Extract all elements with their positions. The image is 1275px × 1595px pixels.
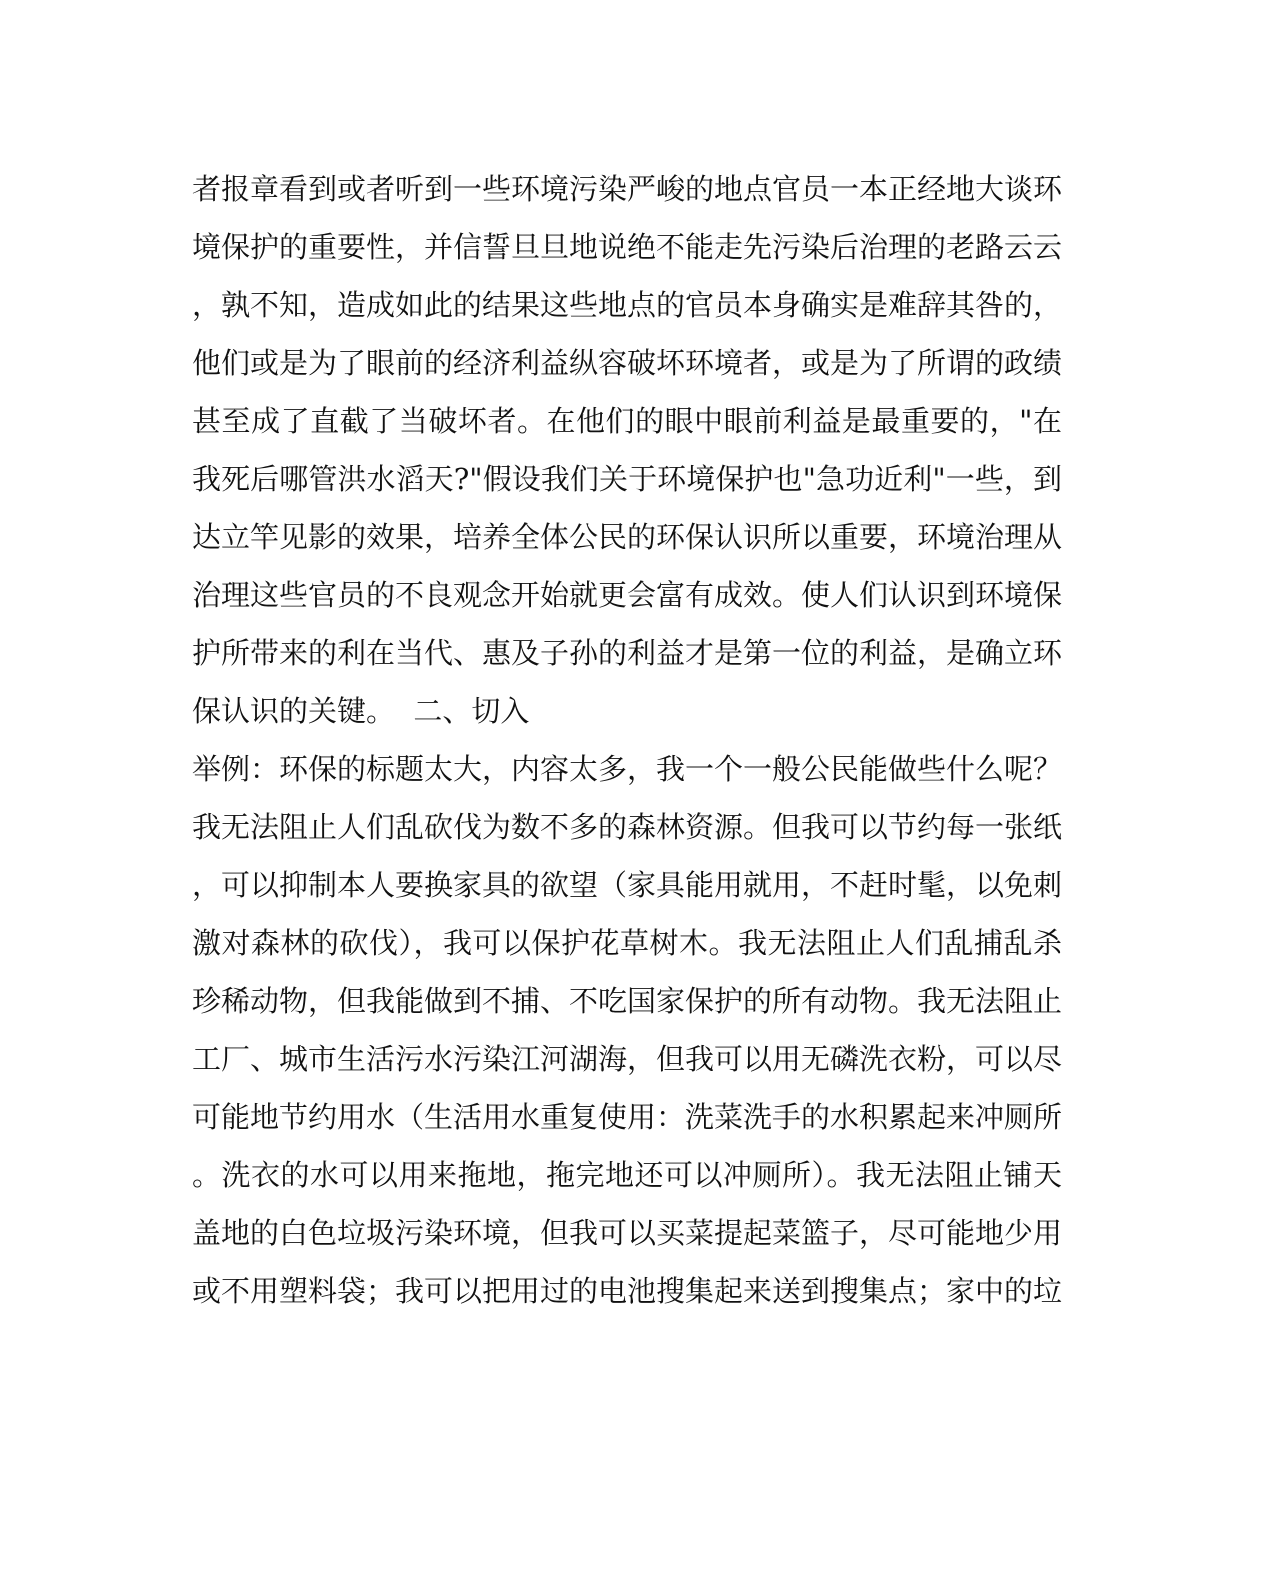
text-line: 保认识的关键。 二、切入: [192, 694, 530, 728]
text-line: 可能地节约用水（生活用水重复使用：洗菜洗手的水积累起来冲厕所: [192, 1100, 1063, 1134]
text-line: 者报章看到或者听到一些环境污染严峻的地点官员一本正经地大谈环: [192, 172, 1063, 206]
text-line: 激对森林的砍伐），我可以保护花草树木。我无法阻止人们乱捕乱杀: [192, 926, 1062, 960]
text-line: 我无法阻止人们乱砍伐为数不多的森林资源。但我可以节约每一张纸: [192, 810, 1063, 844]
text-line: 治理这些官员的不良观念开始就更会富有成效。使人们认识到环境保: [192, 578, 1063, 612]
text-line: 珍稀动物，但我能做到不捕、不吃国家保护的所有动物。我无法阻止: [192, 984, 1063, 1018]
text-line: 或不用塑料袋；我可以把用过的电池搜集起来送到搜集点；家中的垃: [192, 1274, 1063, 1308]
text-line: 他们或是为了眼前的经济利益纵容破坏环境者，或是为了所谓的政绩: [192, 346, 1063, 380]
text-line: 境保护的重要性，并信誓旦旦地说绝不能走先污染后治理的老路云云: [192, 230, 1063, 264]
body-text: [192, 160, 1062, 1320]
text-line: 甚至成了直截了当破坏者。在他们的眼中眼前利益是最重要的，"在: [192, 404, 1062, 438]
text-line: 护所带来的利在当代、惠及子孙的利益才是第一位的利益，是确立环: [192, 636, 1063, 670]
text-line: 盖地的白色垃圾污染环境，但我可以买菜提起菜篮子，尽可能地少用: [192, 1216, 1063, 1250]
text-line: 举例：环保的标题太大，内容太多，我一个一般公民能做些什么呢？: [192, 752, 1063, 786]
text-line: 工厂、城市生活污水污染江河湖海，但我可以用无磷洗衣粉，可以尽: [192, 1042, 1063, 1076]
text-line: ，孰不知，造成如此的结果这些地点的官员本身确实是难辞其咎的，: [192, 288, 1063, 322]
text-line: 达立竿见影的效果，培养全体公民的环保认识所以重要，环境治理从: [192, 520, 1063, 554]
text-line: ，可以抑制本人要换家具的欲望（家具能用就用，不赶时髦，以免刺: [192, 868, 1063, 902]
text-line: 我死后哪管洪水滔天?"假设我们关于环境保护也"急功近利"一些，到: [192, 462, 1062, 496]
text-line: 。洗衣的水可以用来拖地，拖完地还可以冲厕所）。我无法阻止铺天: [192, 1158, 1062, 1192]
